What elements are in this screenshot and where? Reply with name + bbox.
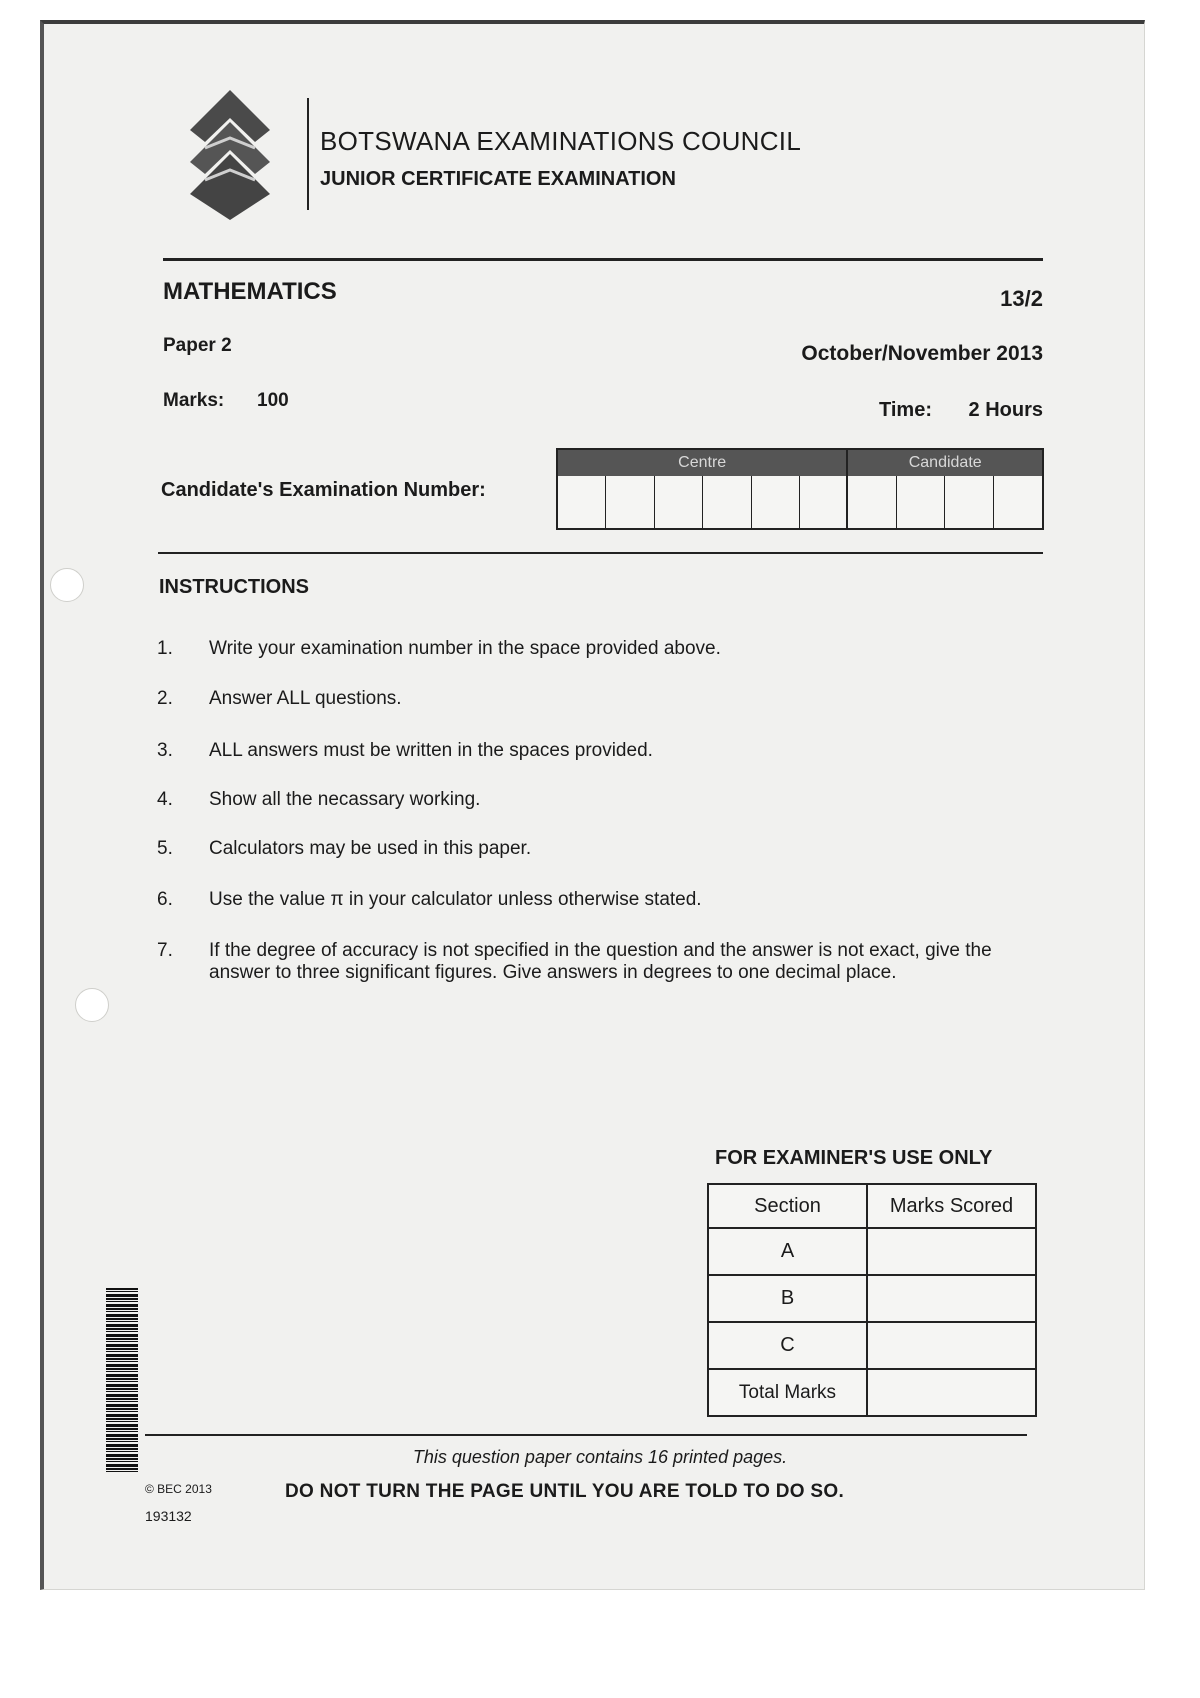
candidate-digit-box[interactable] (994, 476, 1042, 528)
section-cell: C (708, 1322, 867, 1369)
instruction-text: ALL answers must be written in the spaces provided. (209, 740, 653, 761)
table-row (708, 1228, 1036, 1275)
candidate-number-grid (556, 448, 1044, 530)
centre-digit-box[interactable] (703, 476, 751, 528)
instructions-title: INSTRUCTIONS (159, 576, 309, 598)
marks-value: 100 (257, 390, 289, 411)
punch-hole (75, 988, 109, 1022)
instruction-number: 7. (157, 940, 173, 961)
centre-digit-box[interactable] (800, 476, 848, 528)
instruction-text: Use the value π in your calculator unless otherwise stated. (209, 889, 702, 910)
centre-digit-box[interactable] (752, 476, 800, 528)
section-column-header: Section (708, 1184, 867, 1228)
paper-code: 13/2 (1000, 286, 1043, 311)
subject-title: MATHEMATICS (163, 278, 337, 305)
marks-cell[interactable] (867, 1275, 1036, 1322)
instruction-text: Calculators may be used in this paper. (209, 838, 532, 859)
instruction-text: Answer ALL questions. (209, 688, 402, 709)
instruction-item (157, 940, 1037, 984)
instruction-number: 5. (157, 838, 173, 859)
instruction-text: Write your examination number in the space provided above. (209, 638, 721, 659)
page-count-note: This question paper contains 16 printed pages. (412, 1447, 788, 1467)
instruction-item (157, 688, 1037, 710)
section-rule (158, 552, 1043, 554)
total-marks-cell[interactable] (867, 1369, 1036, 1416)
examiner-use-title: FOR EXAMINER'S USE ONLY (715, 1147, 993, 1169)
marks-cell[interactable] (867, 1322, 1036, 1369)
instruction-number: 3. (157, 740, 173, 761)
council-logo-icon (185, 90, 275, 220)
instruction-number: 4. (157, 789, 173, 810)
table-row (708, 1369, 1036, 1416)
instruction-number: 1. (157, 638, 173, 659)
instruction-text: If the degree of accuracy is not specified in the question and the answer is not exact, give the answer to three significant figures. Give answers in degrees to one decimal place. (209, 940, 992, 983)
organisation-name: BOTSWANA EXAMINATIONS COUNCIL (320, 126, 802, 156)
instruction-number: 2. (157, 688, 173, 709)
examination-name: JUNIOR CERTIFICATE EXAMINATION (320, 168, 676, 190)
section-cell: A (708, 1228, 867, 1275)
paper-reference-code: 193132 (145, 1508, 192, 1524)
marks-cell[interactable] (867, 1228, 1036, 1275)
paper-number: Paper 2 (163, 335, 232, 356)
table-header-row (708, 1184, 1036, 1228)
candidate-digit-box[interactable] (897, 476, 945, 528)
time-value: 2 Hours (968, 399, 1043, 421)
header-rule (163, 258, 1043, 261)
instruction-item (157, 889, 1037, 911)
instruction-item (157, 838, 1037, 860)
instruction-item (157, 740, 1037, 762)
punch-hole (50, 568, 84, 602)
do-not-turn-warning: DO NOT TURN THE PAGE UNTIL YOU ARE TOLD TO DO SO. (285, 1481, 845, 1502)
candidate-number-label: Candidate's Examination Number: (161, 479, 486, 501)
footer-rule (145, 1434, 1027, 1436)
candidate-header: Candidate (848, 450, 1042, 476)
centre-header: Centre (558, 450, 848, 476)
time-label: Time: (879, 399, 932, 421)
exam-session: October/November 2013 (801, 342, 1043, 365)
centre-digit-box[interactable] (655, 476, 703, 528)
candidate-digit-box[interactable] (848, 476, 896, 528)
copyright-notice: © BEC 2013 (145, 1482, 212, 1496)
instruction-item (157, 638, 1037, 660)
examiner-marks-table (707, 1183, 1037, 1417)
marks-label: Marks: (163, 390, 225, 411)
centre-digit-box[interactable] (558, 476, 606, 528)
instruction-item (157, 789, 1037, 811)
candidate-digit-box[interactable] (945, 476, 993, 528)
instruction-number: 6. (157, 889, 173, 910)
centre-digit-box[interactable] (606, 476, 654, 528)
header-divider (307, 98, 309, 210)
marks-column-header: Marks Scored (867, 1184, 1036, 1228)
section-cell: B (708, 1275, 867, 1322)
table-row (708, 1275, 1036, 1322)
table-row (708, 1322, 1036, 1369)
instruction-text: Show all the necassary working. (209, 789, 481, 810)
total-marks-label: Total Marks (708, 1369, 867, 1416)
